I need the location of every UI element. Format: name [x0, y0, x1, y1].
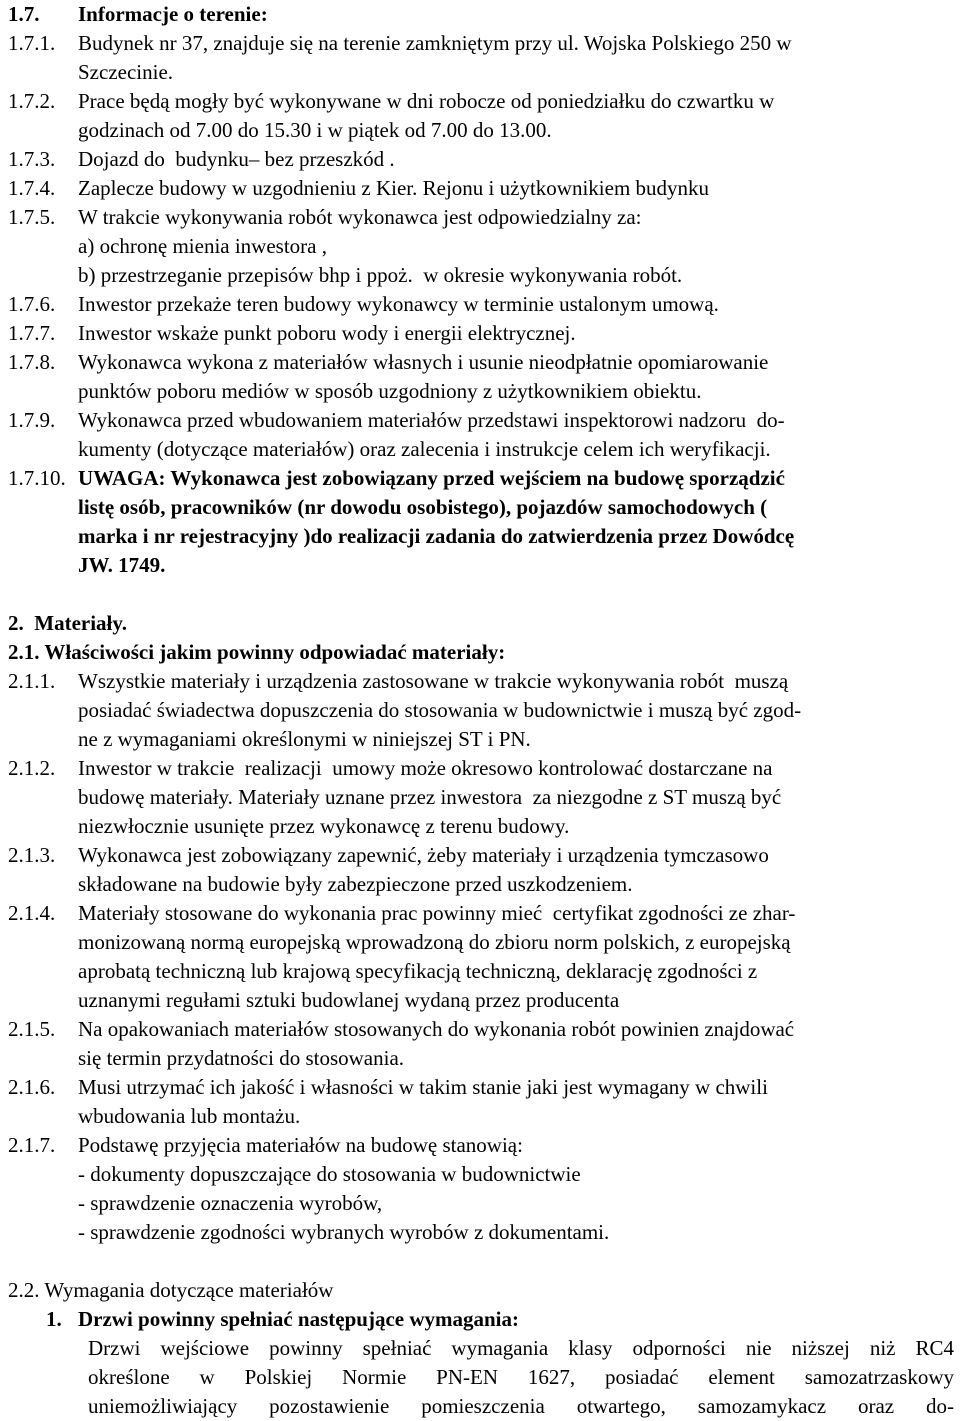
warning-text-continued: JW. 1749.: [78, 553, 166, 577]
item-number: 1.7.3.: [8, 147, 56, 171]
requirement-number: 1.: [46, 1307, 62, 1331]
item-number: 1.7.8.: [8, 350, 56, 374]
item-1-7-10: [8, 464, 954, 493]
item-text-continued: uznanymi regułami sztuki budowlanej wydaną przez producenta: [78, 988, 620, 1012]
item-number: 1.7.10.: [8, 466, 66, 490]
item-2-1-5: [8, 1015, 954, 1044]
item-1-7-1: [8, 29, 954, 58]
item-text-continued: się termin przydatności do stosowania.: [78, 1046, 405, 1070]
list-bullet: - sprawdzenie zgodności wybranych wyrobów z dokumentami.: [78, 1220, 610, 1244]
warning-text: UWAGA: Wykonawca jest zobowiązany przed wejściem na budowę sporządzić: [78, 466, 785, 490]
item-text: Wszystkie materiały i urządzenia zastosowane w trakcie wykonywania robót muszą: [78, 669, 789, 693]
item-text-continued: godzinach od 7.00 do 15.30 i w piątek od 7.00 do 13.00.: [78, 118, 552, 142]
item-number: 1.7.7.: [8, 321, 56, 345]
section-2-2-heading: 2.2. Wymagania dotyczące materiałów: [8, 1278, 334, 1302]
item-text-continued: punktów poboru mediów w sposób uzgodniony z użytkownikiem obiektu.: [78, 379, 702, 403]
section-title: Informacje o terenie:: [78, 2, 268, 26]
item-text: Budynek nr 37, znajduje się na terenie zamkniętym przy ul. Wojska Polskiego 250 w: [78, 31, 792, 55]
item-text: Inwestor przekaże teren budowy wykonawcy w terminie ustalonym umową.: [78, 292, 719, 316]
item-text-continued: aprobatą techniczną lub krajową specyfikacją techniczną, deklarację zgodności z: [78, 959, 758, 983]
item-1-7-4: [8, 174, 954, 203]
item-2-1-6: [8, 1073, 954, 1102]
item-2-1-1: [8, 667, 954, 696]
item-number: 2.1.3.: [8, 843, 56, 867]
item-text: Wykonawca przed wbudowaniem materiałów przedstawi inspektorowi nadzoru do-: [78, 408, 785, 432]
item-number: 1.7.9.: [8, 408, 56, 432]
section-2-1-heading: 2.1. Właściwości jakim powinny odpowiadać materiały:: [8, 640, 506, 664]
requirement-title: Drzwi powinny spełniać następujące wymagania:: [78, 1307, 520, 1331]
item-1-7-7: [8, 319, 954, 348]
item-text: Inwestor wskaże punkt poboru wody i energii elektrycznej.: [78, 321, 576, 345]
item-text: Na opakowaniach materiałów stosowanych do wykonania robót powinien znajdować: [78, 1017, 795, 1041]
item-1-7-3: [8, 145, 954, 174]
requirement-text: Drzwi wejściowe powinny spełniać wymagania klasy odporności nie niższej niż RC4: [88, 1336, 954, 1360]
item-text: W trakcie wykonywania robót wykonawca jest odpowiedzialny za:: [78, 205, 642, 229]
item-1-7-9: [8, 406, 954, 435]
item-text: Materiały stosowane do wykonania prac powinny mieć certyfikat zgodności ze zhar-: [78, 901, 796, 925]
item-text: Wykonawca jest zobowiązany zapewnić, żeby materiały i urządzenia tymczasowo: [78, 843, 769, 867]
item-number: 2.1.5.: [8, 1017, 56, 1041]
item-text-continued: niezwłocznie usunięte przez wykonawcę z terenu budowy.: [78, 814, 570, 838]
list-bullet: - sprawdzenie oznaczenia wyrobów,: [78, 1191, 383, 1215]
item-1-7-2: [8, 87, 954, 116]
item-text-continued: Szczecinie.: [78, 60, 174, 84]
item-2-1-2: [8, 754, 954, 783]
item-1-7-8: [8, 348, 954, 377]
item-2-1-3: [8, 841, 954, 870]
section-2-heading: 2. Materiały.: [8, 611, 127, 635]
item-text-continued: ne z wymaganiami określonymi w niniejszej ST i PN.: [78, 727, 531, 751]
item-1-7-6: [8, 290, 954, 319]
sub-item-b: b) przestrzeganie przepisów bhp i ppoż. w okresie wykonywania robót.: [78, 263, 683, 287]
item-text: Dojazd do budynku– bez przeszkód .: [78, 147, 395, 171]
item-text-continued: posiadać świadectwa dopuszczenia do stosowania w budownictwie i muszą być zgod-: [78, 698, 802, 722]
sub-item-a: a) ochronę mienia inwestora ,: [78, 234, 327, 258]
item-text-continued: wbudowania lub montażu.: [78, 1104, 301, 1128]
requirement-text: określone w Polskiej Normie PN-EN 1627, posiadać element samozatrzaskowy: [88, 1365, 954, 1389]
item-number: 1.7.2.: [8, 89, 56, 113]
list-bullet: - dokumenty dopuszczające do stosowania w budownictwie: [78, 1162, 581, 1186]
warning-text-continued: listę osób, pracowników (nr dowodu osobistego), pojazdów samochodowych (: [78, 495, 768, 519]
item-number: 1.7.1.: [8, 31, 56, 55]
item-number: 2.1.1.: [8, 669, 56, 693]
section-1-7-heading: [8, 0, 954, 29]
item-text: Inwestor w trakcie realizacji umowy może okresowo kontrolować dostarczane na: [78, 756, 773, 780]
requirement-text: uniemożliwiający pozostawienie pomieszczenia otwartego, samozamykacz oraz do-: [88, 1394, 954, 1418]
item-number: 2.1.6.: [8, 1075, 56, 1099]
item-text-continued: monizowaną normą europejską wprowadzoną do zbioru norm polskich, z europejską: [78, 930, 791, 954]
item-number: 2.1.2.: [8, 756, 56, 780]
item-text: Wykonawca wykona z materiałów własnych i usunie nieodpłatnie opomiarowanie: [78, 350, 769, 374]
item-text: Musi utrzymać ich jakość i własności w takim stanie jaki jest wymagany w chwili: [78, 1075, 768, 1099]
item-number: 2.1.4.: [8, 901, 56, 925]
item-number: 1.7.5.: [8, 205, 56, 229]
item-number: 1.7.6.: [8, 292, 56, 316]
item-text-continued: składowane na budowie były zabezpieczone przed uszkodzeniem.: [78, 872, 633, 896]
item-text: Zaplecze budowy w uzgodnieniu z Kier. Rejonu i użytkownikiem budynku: [78, 176, 710, 200]
item-text: Podstawę przyjęcia materiałów na budowę stanowią:: [78, 1133, 523, 1157]
item-number: 1.7.4.: [8, 176, 56, 200]
item-text-continued: budowę materiały. Materiały uznane przez inwestora za niezgodne z ST muszą być: [78, 785, 782, 809]
item-2-1-7: [8, 1131, 954, 1160]
item-2-1-4: [8, 899, 954, 928]
section-number: 1.7.: [8, 2, 40, 26]
requirement-1-heading: [8, 1305, 954, 1334]
warning-text-continued: marka i nr rejestracyjny )do realizacji zadania do zatwierdzenia przez Dowódcę: [78, 524, 795, 548]
item-text: Prace będą mogły być wykonywane w dni robocze od poniedziałku do czwartku w: [78, 89, 775, 113]
document-page: [8, 0, 954, 1421]
item-number: 2.1.7.: [8, 1133, 56, 1157]
item-1-7-5: [8, 203, 954, 232]
item-text-continued: kumenty (dotyczące materiałów) oraz zalecenia i instrukcje celem ich weryfikacji.: [78, 437, 771, 461]
